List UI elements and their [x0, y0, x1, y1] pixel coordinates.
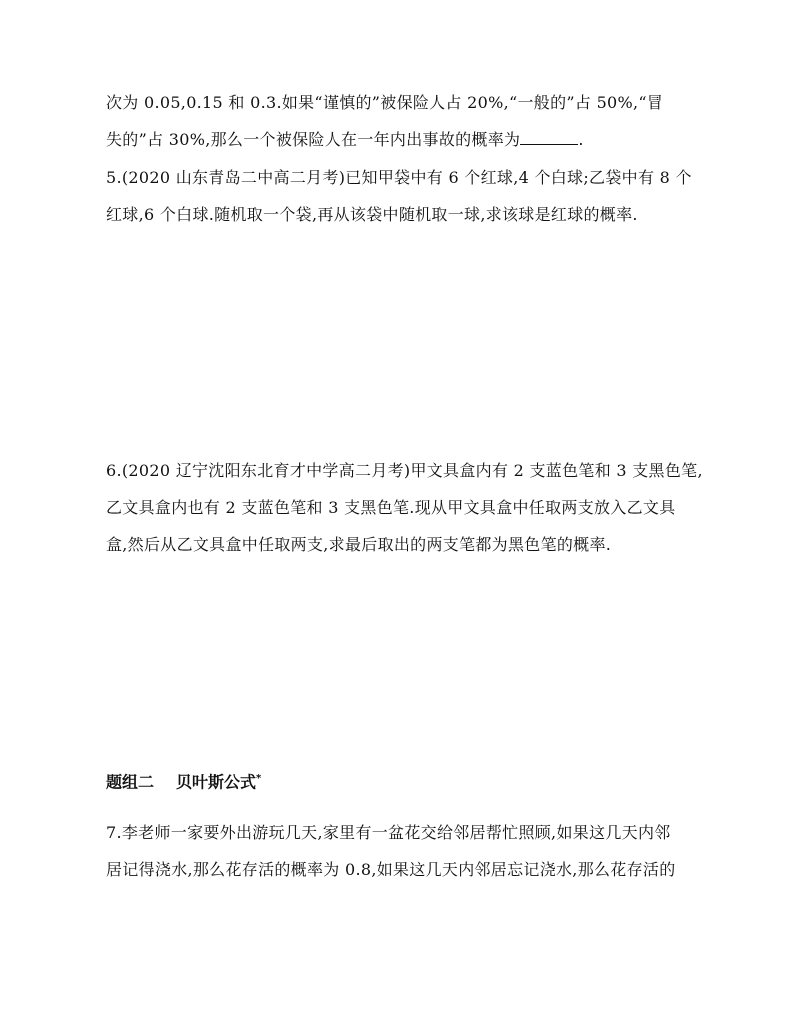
problem-4-line-2	[106, 130, 584, 150]
problem-6-line-1: 6.(2020 辽宁沈阳东北育才中学高二月考)甲文具盒内有 2 支蓝色笔和 3 支黑色笔,	[106, 461, 703, 480]
problem-5-line-2: 红球,6 个白球.随机取一个袋,再从该袋中随机取一球,求该球是红球的概率.	[106, 205, 638, 224]
problem-4-line-2-end: .	[578, 130, 584, 149]
problem-5-line-1: 5.(2020 山东青岛二中高二月考)已知甲袋中有 6 个红球,4 个白球;乙袋中有 8 个	[106, 168, 692, 187]
section-heading	[106, 769, 261, 792]
section-group-label: 题组二	[106, 772, 155, 792]
problem-7-line-1: 7.李老师一家要外出游玩几天,家里有一盆花交给邻居帮忙照顾,如果这几天内邻	[106, 823, 671, 842]
problem-6-line-2: 乙文具盒内也有 2 支蓝色笔和 3 支黑色笔.现从甲文具盒中任取两支放入乙文具	[106, 498, 676, 517]
problem-7-line-2: 居记得浇水,那么花存活的概率为 0.8,如果这几天内邻居忘记浇水,那么花存活的	[106, 860, 676, 879]
section-marker: *	[256, 773, 262, 784]
answer-blank	[520, 130, 578, 145]
problem-4-line-1: 次为 0.05,0.15 和 0.3.如果“谨慎的”被保险人占 20%,“一般的”占 50%,“冒	[106, 93, 664, 112]
problem-4-line-2-text: 失的”占 30%,那么一个被保险人在一年内出事故的概率为	[106, 130, 521, 149]
section-title: 贝叶斯公式	[176, 772, 257, 792]
problem-6-line-3: 盒,然后从乙文具盒中任取两支,求最后取出的两支笔都为黑色笔的概率.	[106, 535, 612, 554]
